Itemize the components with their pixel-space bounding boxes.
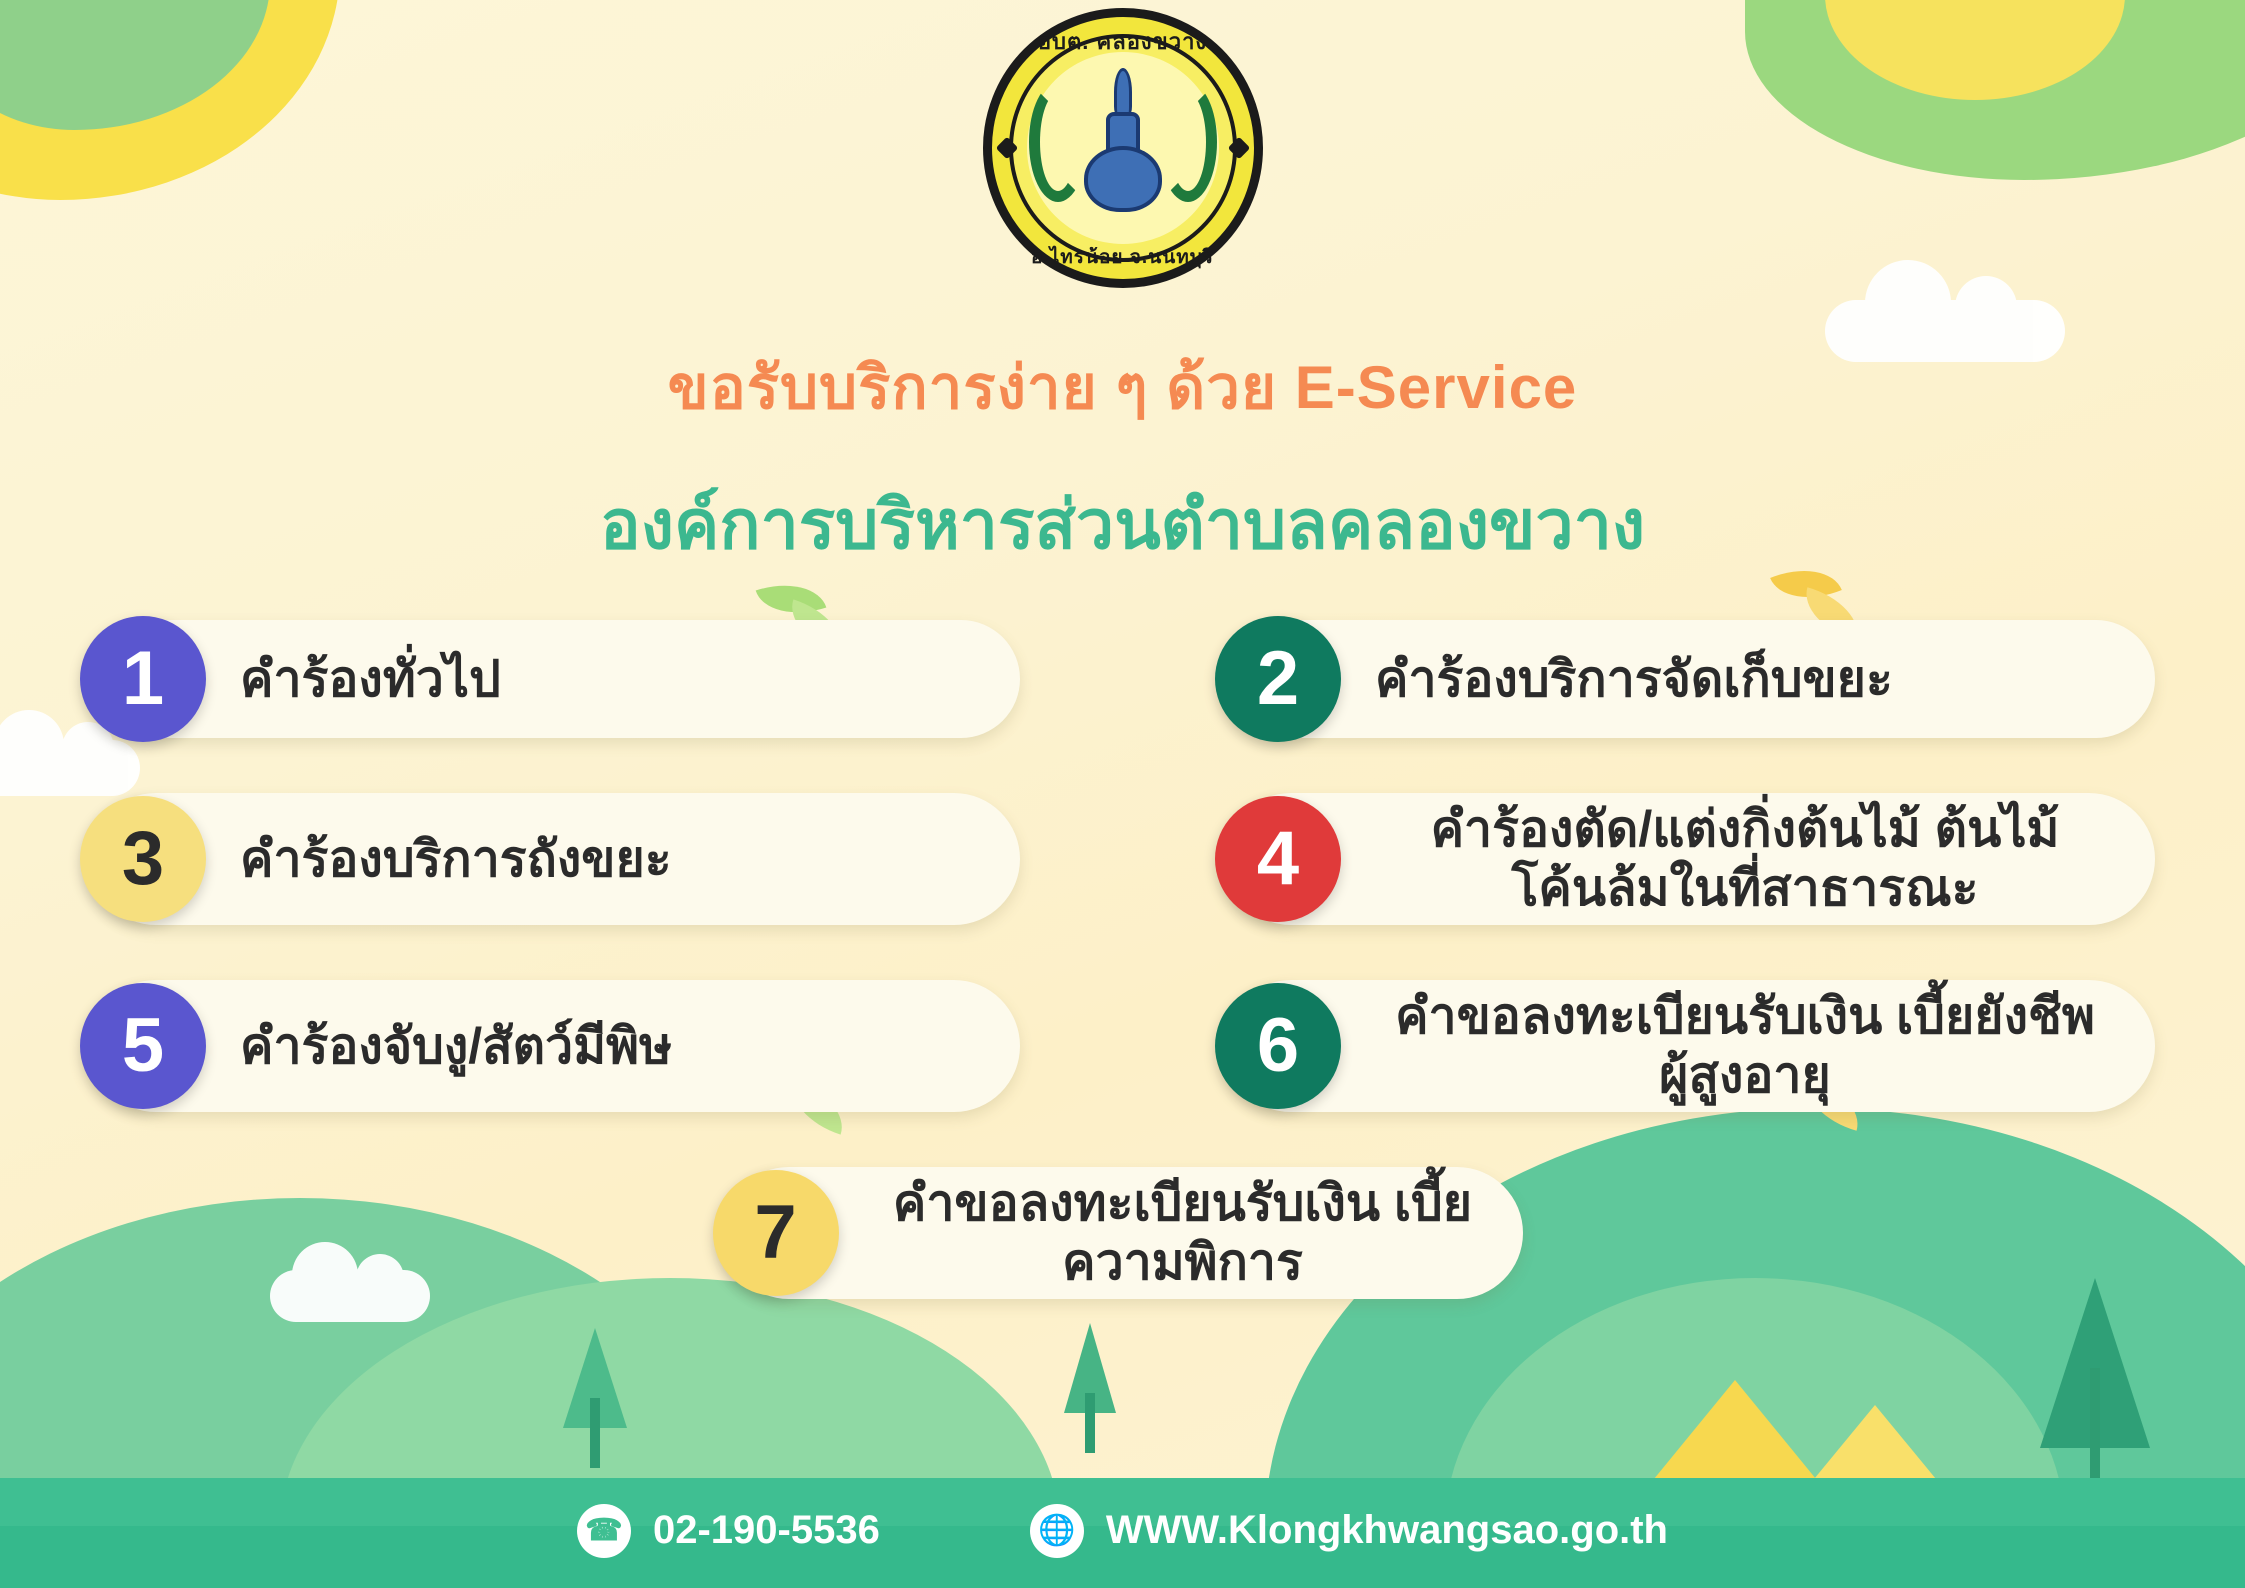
contact-footer xyxy=(0,1483,2245,1578)
service-row-3 xyxy=(90,980,2155,1112)
service-label-5: คำร้องจับงู/สัตว์มีพิษ xyxy=(240,1017,673,1074)
service-number-badge-4: 4 xyxy=(1215,796,1341,922)
decor-triangle-yellow-large xyxy=(1645,1380,1825,1490)
service-card-4[interactable] xyxy=(1225,793,2155,925)
organization-seal-logo xyxy=(983,8,1263,288)
globe-icon: 🌐 xyxy=(1030,1504,1084,1558)
seal-text-top: อบต. คลองขวาง xyxy=(1037,29,1208,54)
service-number-badge-3: 3 xyxy=(80,796,206,922)
service-label-2: คำร้องบริการจัดเก็บขยะ xyxy=(1375,650,1893,707)
decor-tree-left xyxy=(560,1318,630,1468)
service-number-badge-6: 6 xyxy=(1215,983,1341,1109)
phone-contact[interactable] xyxy=(577,1504,880,1558)
service-label-1: คำร้องทั่วไป xyxy=(240,650,501,707)
service-number-badge-7: 7 xyxy=(713,1170,839,1296)
service-label-7: คำขอลงทะเบียนรับเงิน เบี้ยความพิการ xyxy=(892,1175,1473,1290)
service-number-badge-1: 1 xyxy=(80,616,206,742)
service-card-2[interactable] xyxy=(1225,620,2155,738)
service-card-5[interactable] xyxy=(90,980,1020,1112)
service-label-6: คำขอลงทะเบียนรับเงิน เบี้ยยังชีพผู้สูงอายุ xyxy=(1395,988,2095,1103)
service-list xyxy=(90,620,2155,1299)
seal-text-bottom: อ.ไทรน้อย จ.นนทบุรี xyxy=(1031,247,1214,268)
decor-tree-center xyxy=(1060,1313,1120,1453)
service-number-badge-2: 2 xyxy=(1215,616,1341,742)
seal-wreath-right-icon xyxy=(1159,82,1217,202)
seal-vase-icon xyxy=(1080,62,1166,212)
service-label-3: คำร้องบริการถังขยะ xyxy=(240,830,672,887)
phone-icon: ☎ xyxy=(577,1504,631,1558)
service-card-1[interactable] xyxy=(90,620,1020,738)
poster-title: องค์การบริหารส่วนตำบลคลองขวาง xyxy=(599,487,1646,563)
service-row-4 xyxy=(90,1167,2155,1299)
service-card-7[interactable] xyxy=(723,1167,1523,1299)
service-row-1 xyxy=(90,620,2155,738)
website-contact[interactable] xyxy=(1030,1504,1668,1558)
phone-number: 02-190-5536 xyxy=(652,1508,880,1552)
service-card-6[interactable] xyxy=(1225,980,2155,1112)
website-url: WWW.Klongkhwangsao.go.th xyxy=(1105,1508,1668,1552)
service-card-3[interactable] xyxy=(90,793,1020,925)
service-number-badge-5: 5 xyxy=(80,983,206,1109)
poster-subtitle: ขอรับบริการง่าย ๆ ด้วย E-Service xyxy=(667,354,1578,421)
service-row-2 xyxy=(90,793,2155,925)
service-label-4: คำร้องตัด/แต่งกิ่งต้นไม้ ต้นไม้โค้นล้มในที่สาธารณะ xyxy=(1430,801,2060,916)
seal-wreath-left-icon xyxy=(1029,82,1087,202)
